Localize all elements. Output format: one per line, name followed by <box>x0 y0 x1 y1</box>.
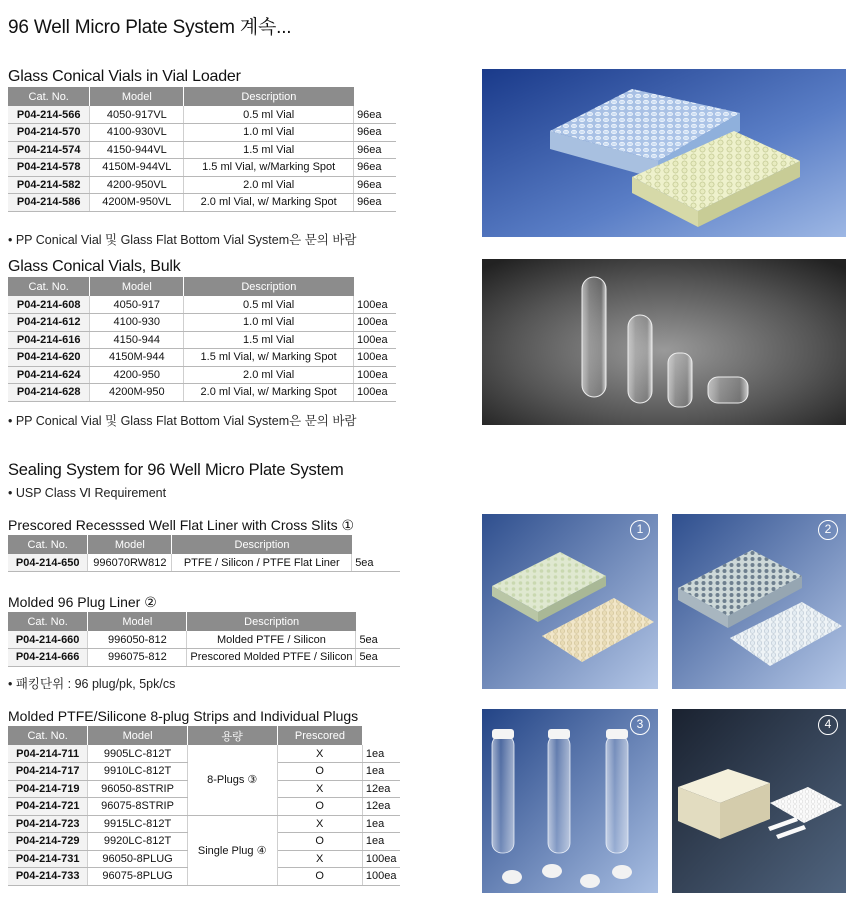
table-row: P04-214-578 4150M-944VL 1.5 ml Vial, w/Marking Spot 96ea <box>8 159 396 177</box>
table-row: P04-214-620 4150M-944 1.5 ml Vial, w/ Marking Spot 100ea <box>8 349 396 367</box>
vial-loader-photo <box>482 69 846 237</box>
header-capacity: 용량 <box>187 726 277 745</box>
badge-2: 2 <box>818 520 838 540</box>
plug-liner-note: • 패킹단위 : 96 plug/pk, 5pk/cs <box>8 677 176 691</box>
table-row: P04-214-717 9910LC-812T O 1ea <box>8 763 400 781</box>
header-cat-no: Cat. No. <box>8 726 88 745</box>
bulk-note: • PP Conical Vial 및 Glass Flat Bottom Vial System은 문의 바람 <box>8 414 357 428</box>
header-description: Description <box>184 277 354 296</box>
badge-3: 3 <box>630 715 650 735</box>
table-row: P04-214-721 96075-8STRIP O 12ea <box>8 798 400 816</box>
header-description: Description <box>184 87 354 106</box>
header-cat-no: Cat. No. <box>8 535 88 554</box>
section-title-sealing: Sealing System for 96 Well Micro Plate System <box>8 461 344 479</box>
header-model: Model <box>90 87 184 106</box>
vials-with-caps-photo <box>482 709 658 893</box>
group-8-plugs: 8-Plugs ③ <box>187 745 277 815</box>
table-row: P04-214-723 9915LC-812T Single Plug ④ X 1ea <box>8 815 400 833</box>
header-description: Description <box>187 612 356 631</box>
strips-table <box>8 726 400 886</box>
header-cat-no: Cat. No. <box>8 87 90 106</box>
flat-liner-table <box>8 535 400 572</box>
header-prescored: Prescored <box>277 726 362 745</box>
table-row: P04-214-733 96075-8PLUG O 100ea <box>8 868 400 886</box>
group-single-plug: Single Plug ④ <box>187 815 277 885</box>
vial-loader-table <box>8 87 396 212</box>
header-cat-no: Cat. No. <box>8 612 88 631</box>
table-row: P04-214-711 9905LC-812T 8-Plugs ③ X 1ea <box>8 745 400 763</box>
table-row: P04-214-660 996050-812 Molded PTFE / Silicon 5ea <box>8 631 400 649</box>
plug-liner-table <box>8 612 400 667</box>
header-model: Model <box>90 277 184 296</box>
table-row: P04-214-666 996075-812 Prescored Molded PTFE / Silicon 5ea <box>8 649 400 667</box>
header-model: Model <box>88 535 172 554</box>
header-model: Model <box>88 612 187 631</box>
table-row: P04-214-586 4200M-950VL 2.0 ml Vial, w/ Marking Spot 96ea <box>8 194 396 212</box>
subsection-title-plug-liner: Molded 96 Plug Liner ② <box>8 594 157 610</box>
section-title-bulk: Glass Conical Vials, Bulk <box>8 258 181 275</box>
page-title: 96 Well Micro Plate System 계속... <box>8 17 292 38</box>
table-row: P04-214-650 996070RW812 PTFE / Silicon / PTFE Flat Liner 5ea <box>8 554 400 572</box>
flat-liner-photo <box>482 514 658 689</box>
table-row: P04-214-624 4200-950 2.0 ml Vial 100ea <box>8 366 396 384</box>
table-row: P04-214-612 4100-930 1.0 ml Vial 100ea <box>8 314 396 332</box>
table-row: P04-214-616 4150-944 1.5 ml Vial 100ea <box>8 331 396 349</box>
table-row: P04-214-608 4050-917 0.5 ml Vial 100ea <box>8 296 396 314</box>
plug-liner-photo <box>672 514 846 689</box>
subsection-title-flat-liner: Prescored Recesssed Well Flat Liner with Cross Slits ① <box>8 517 355 533</box>
table-row: P04-214-570 4100-930VL 1.0 ml Vial 96ea <box>8 124 396 142</box>
table-row: P04-214-729 9920LC-812T O 1ea <box>8 833 400 851</box>
table-row: P04-214-628 4200M-950 2.0 ml Vial, w/ Marking Spot 100ea <box>8 384 396 402</box>
plug-strips-photo <box>672 709 846 893</box>
header-model: Model <box>88 726 188 745</box>
vial-loader-note: • PP Conical Vial 및 Glass Flat Bottom Vial System은 문의 바람 <box>8 233 357 247</box>
sealing-note: • USP Class Ⅵ Requirement <box>8 486 167 500</box>
badge-4: 4 <box>818 715 838 735</box>
header-cat-no: Cat. No. <box>8 277 90 296</box>
section-title-vial-loader: Glass Conical Vials in Vial Loader <box>8 68 241 85</box>
table-row: P04-214-574 4150-944VL 1.5 ml Vial 96ea <box>8 141 396 159</box>
header-description: Description <box>172 535 352 554</box>
table-row: P04-214-582 4200-950VL 2.0 ml Vial 96ea <box>8 176 396 194</box>
bulk-vials-photo <box>482 259 846 425</box>
badge-1: 1 <box>630 520 650 540</box>
table-row: P04-214-566 4050-917VL 0.5 ml Vial 96ea <box>8 106 396 124</box>
table-row: P04-214-719 96050-8STRIP X 12ea <box>8 780 400 798</box>
subsection-title-strips: Molded PTFE/Silicone 8-plug Strips and Individual Plugs <box>8 708 359 724</box>
table-row: P04-214-731 96050-8PLUG X 100ea <box>8 850 400 868</box>
bulk-table <box>8 277 396 402</box>
